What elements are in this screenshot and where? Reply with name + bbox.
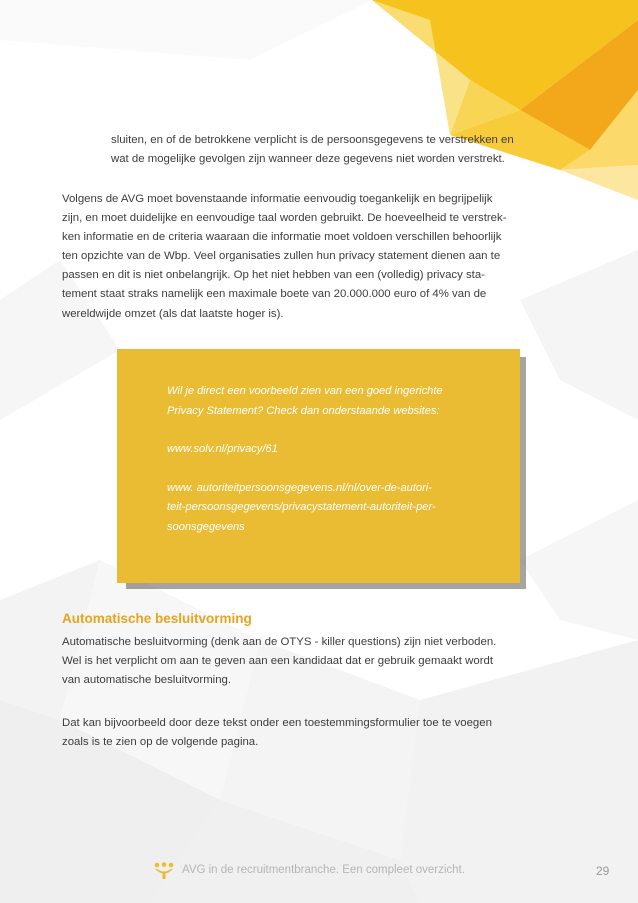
continued-line-2: wat de mogelijke gevolgen zijn wanneer deze gegevens niet worden verstrekt. — [111, 153, 505, 165]
autoriteit-link-line-2: teit-persoonsgegevens/privacystatement-autoriteit-per- — [167, 501, 436, 513]
decision-line-1: Automatische besluitvorming (denk aan de OTYS - killer questions) zijn niet verboden. — [62, 636, 497, 648]
avg-line-6: tement staat straks namelijk een maximale boete van 20.000.000 euro of 4% van de — [62, 288, 487, 301]
callout-intro-line-2: Privacy Statement? Check dan onderstaande websites: — [167, 404, 440, 417]
page-footer — [0, 858, 638, 888]
example-line-1: Dat kan bijvoorbeeld door deze tekst onder een toestemmingsformulier toe te voegen — [62, 717, 492, 729]
decision-line-2: Wel is het verplicht om aan te geven aan een kandidaat dat er gebruik gemaakt wordt — [62, 655, 493, 668]
footer-title: AVG in de recruitmentbranche. Een compleet overzicht. — [182, 864, 465, 876]
page-number: 29 — [596, 864, 610, 878]
example-paragraph — [62, 714, 572, 752]
avg-line-5: passen en dit is niet onbelangrijk. Op het niet hebben van een (volledig) privacy sta- — [62, 269, 485, 282]
section-heading: Automatische besluitvorming — [62, 611, 252, 626]
continued-line-1: sluiten, en of de betrokkene verplicht is de persoonsgegevens te verstrekken en — [111, 134, 514, 146]
autoriteit-link-line-1: www. autoriteitpersoonsgegevens.nl/nl/over-de-autori- — [167, 481, 432, 494]
example-line-2: zoals is te zien op de volgende pagina. — [62, 736, 259, 749]
avg-line-2: zijn, en moet duidelijke en eenvoudige taal worden gebruikt. De hoeveelheid te verstrek- — [62, 212, 507, 225]
solv-privacy-link[interactable]: www.solv.nl/privacy/61 — [167, 443, 278, 455]
people-logo-icon — [153, 862, 175, 880]
privacy-callout-box — [117, 349, 520, 583]
avg-paragraph — [62, 190, 572, 324]
avg-line-4: ten opzichte van de Wbp. Veel organisaties zullen hun privacy statement dienen aan te — [62, 250, 501, 263]
autoriteit-privacy-link[interactable] — [167, 479, 487, 538]
decision-line-3: van automatische besluitvorming. — [62, 674, 232, 687]
autoriteit-link-line-3: soonsgegevens — [167, 520, 245, 533]
callout-content — [167, 382, 487, 537]
avg-line-3: ken informatie en de criteria waaraan die informatie moet voldoen verschillen behoorlijk — [62, 231, 502, 244]
avg-line-1: Volgens de AVG moet bovenstaande informatie eenvoudig toegankelijk en begrijpelijk — [62, 193, 493, 205]
decision-paragraph — [62, 633, 572, 690]
continued-paragraph — [111, 131, 581, 169]
callout-intro-line-1: Wil je direct een voorbeeld zien van een goed ingerichte — [167, 385, 443, 397]
avg-line-7: wereldwijde omzet (als dat laatste hoger is). — [62, 307, 284, 320]
